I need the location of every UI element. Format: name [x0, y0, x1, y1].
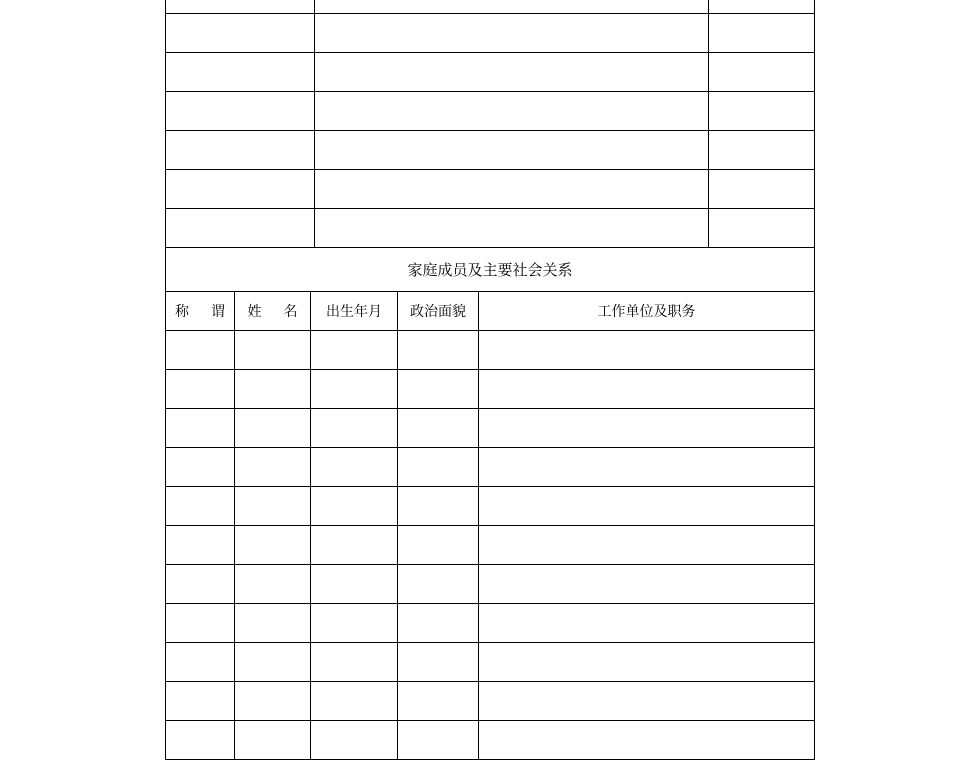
work-cell[interactable] — [479, 487, 815, 526]
birth-cell[interactable] — [311, 526, 398, 565]
upper-table-cell[interactable] — [166, 0, 315, 14]
name-cell[interactable] — [235, 487, 311, 526]
family-table-row — [166, 448, 815, 487]
work-cell[interactable] — [479, 526, 815, 565]
upper-table-cell[interactable] — [709, 53, 815, 92]
upper-table-cell[interactable] — [166, 209, 315, 248]
political-cell[interactable] — [398, 565, 479, 604]
upper-table-row — [166, 131, 815, 170]
name-cell[interactable] — [235, 721, 311, 760]
family-table-row — [166, 526, 815, 565]
upper-table-cell[interactable] — [709, 0, 815, 14]
work-cell[interactable] — [479, 565, 815, 604]
birth-cell[interactable] — [311, 565, 398, 604]
political-cell[interactable] — [398, 526, 479, 565]
upper-table-cell[interactable] — [166, 53, 315, 92]
work-cell[interactable] — [479, 721, 815, 760]
political-cell[interactable] — [398, 448, 479, 487]
upper-table-cell[interactable] — [166, 92, 315, 131]
family-table-body — [166, 331, 815, 760]
name-cell[interactable] — [235, 565, 311, 604]
family-table-row — [166, 643, 815, 682]
relation-cell[interactable] — [166, 448, 235, 487]
birth-cell[interactable] — [311, 604, 398, 643]
relation-cell[interactable] — [166, 487, 235, 526]
relation-cell[interactable] — [166, 643, 235, 682]
header-work: 工作单位及职务 — [479, 292, 815, 331]
work-cell[interactable] — [479, 370, 815, 409]
political-cell[interactable] — [398, 370, 479, 409]
header-name-char1: 姓 — [247, 304, 262, 320]
section-title-row — [166, 248, 815, 292]
form-sheet — [165, 0, 814, 760]
header-name — [235, 292, 311, 331]
upper-table-body — [166, 0, 815, 248]
upper-table-cell[interactable] — [315, 131, 709, 170]
upper-table-cell[interactable] — [315, 53, 709, 92]
upper-table-cell[interactable] — [709, 209, 815, 248]
relation-cell[interactable] — [166, 604, 235, 643]
birth-cell[interactable] — [311, 643, 398, 682]
birth-cell[interactable] — [311, 409, 398, 448]
family-table-row — [166, 487, 815, 526]
name-cell[interactable] — [235, 643, 311, 682]
header-birth: 出生年月 — [311, 292, 398, 331]
relation-cell[interactable] — [166, 526, 235, 565]
political-cell[interactable] — [398, 643, 479, 682]
family-table-row — [166, 682, 815, 721]
upper-table-cell[interactable] — [709, 170, 815, 209]
political-cell[interactable] — [398, 409, 479, 448]
birth-cell[interactable] — [311, 682, 398, 721]
upper-table-cell[interactable] — [166, 170, 315, 209]
relation-cell[interactable] — [166, 331, 235, 370]
upper-table-cell[interactable] — [709, 92, 815, 131]
upper-table-cell[interactable] — [315, 14, 709, 53]
upper-table-cell[interactable] — [315, 209, 709, 248]
family-table — [165, 247, 815, 760]
upper-table-row — [166, 209, 815, 248]
upper-table — [165, 0, 815, 248]
name-cell[interactable] — [235, 448, 311, 487]
family-table-row — [166, 331, 815, 370]
name-cell[interactable] — [235, 682, 311, 721]
upper-table-cell[interactable] — [315, 0, 709, 14]
upper-table-cell[interactable] — [315, 92, 709, 131]
upper-table-row — [166, 14, 815, 53]
upper-table-row — [166, 53, 815, 92]
upper-table-cell[interactable] — [166, 14, 315, 53]
relation-cell[interactable] — [166, 721, 235, 760]
name-cell[interactable] — [235, 331, 311, 370]
birth-cell[interactable] — [311, 487, 398, 526]
relation-cell[interactable] — [166, 409, 235, 448]
header-relation-char2: 谓 — [211, 304, 225, 320]
upper-table-row — [166, 0, 815, 14]
work-cell[interactable] — [479, 682, 815, 721]
upper-table-cell[interactable] — [709, 131, 815, 170]
header-relation — [166, 292, 235, 331]
name-cell[interactable] — [235, 604, 311, 643]
family-table-row — [166, 721, 815, 760]
birth-cell[interactable] — [311, 448, 398, 487]
work-cell[interactable] — [479, 448, 815, 487]
header-relation-char1: 称 — [175, 304, 189, 320]
upper-table-cell[interactable] — [166, 131, 315, 170]
header-name-char2: 名 — [283, 304, 298, 320]
family-table-row — [166, 604, 815, 643]
header-political: 政治面貌 — [398, 292, 479, 331]
upper-table-cell[interactable] — [709, 14, 815, 53]
header-row — [166, 292, 815, 331]
political-cell[interactable] — [398, 721, 479, 760]
work-cell[interactable] — [479, 643, 815, 682]
political-cell[interactable] — [398, 682, 479, 721]
family-table-row — [166, 565, 815, 604]
relation-cell[interactable] — [166, 682, 235, 721]
birth-cell[interactable] — [311, 721, 398, 760]
political-cell[interactable] — [398, 604, 479, 643]
upper-table-row — [166, 92, 815, 131]
relation-cell[interactable] — [166, 565, 235, 604]
section-title: 家庭成员及主要社会关系 — [166, 248, 815, 292]
relation-cell[interactable] — [166, 370, 235, 409]
family-table-row — [166, 409, 815, 448]
work-cell[interactable] — [479, 604, 815, 643]
work-cell[interactable] — [479, 409, 815, 448]
name-cell[interactable] — [235, 526, 311, 565]
work-cell[interactable] — [479, 331, 815, 370]
name-cell[interactable] — [235, 370, 311, 409]
upper-table-row — [166, 170, 815, 209]
family-table-row — [166, 370, 815, 409]
upper-table-cell[interactable] — [315, 170, 709, 209]
political-cell[interactable] — [398, 331, 479, 370]
birth-cell[interactable] — [311, 370, 398, 409]
name-cell[interactable] — [235, 409, 311, 448]
political-cell[interactable] — [398, 487, 479, 526]
birth-cell[interactable] — [311, 331, 398, 370]
